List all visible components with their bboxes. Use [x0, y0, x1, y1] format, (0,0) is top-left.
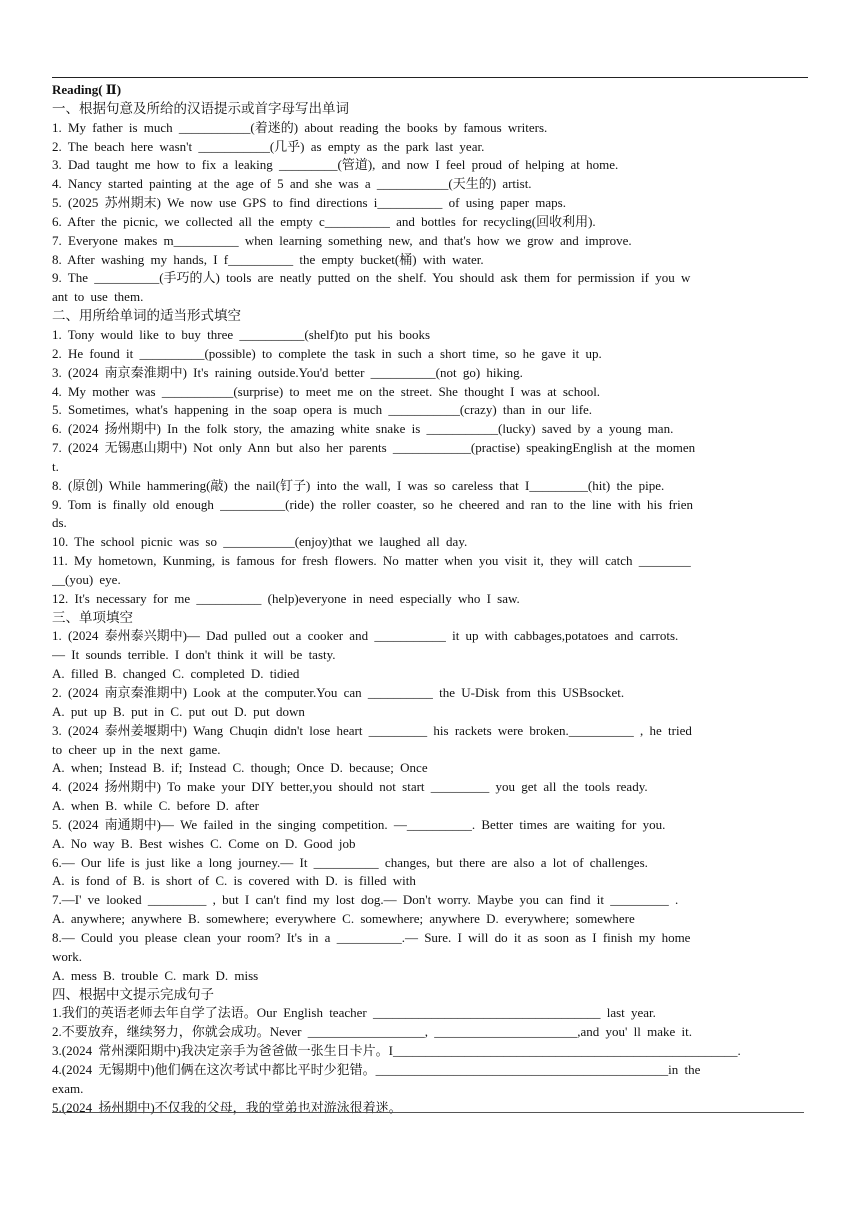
worksheet-body	[52, 81, 810, 1117]
text-line: ds.	[52, 515, 67, 531]
text-line: 10. The school picnic was so ___________(enjoy)that we laughed all day.	[52, 534, 468, 550]
text-line: 2. The beach here wasn't ___________(几乎) as empty as the park last year.	[52, 138, 485, 154]
text-line: 6. After the picnic, we collected all the empty c__________ and bottles for recycling(回收利用).	[52, 213, 596, 229]
section-heading: 三、单项填空	[52, 609, 133, 625]
text-line: — It sounds terrible. I don't think it will be tasty.	[52, 647, 336, 663]
text-line: A. when; Instead B. if; Instead C. though; Once D. because; Once	[52, 760, 428, 776]
section-heading: 一、根据句意及所给的汉语提示或首字母写出单词	[52, 100, 349, 116]
top-rule	[52, 77, 808, 78]
text-line: 11. My hometown, Kunming, is famous for fresh flowers. No matter when you visit it, they will catch ________	[52, 553, 691, 569]
text-line: 9. The __________(手巧的人) tools are neatly putted on the shelf. You should ask them for permission if you w	[52, 270, 691, 286]
text-line: 1.我们的英语老师去年自学了法语。Our English teacher ___________________________________ last year.	[52, 1005, 656, 1021]
text-line: 2.不要放弃，继续努力，你就会成功。Never __________________, ______________________,and you' ll make it.	[52, 1024, 692, 1040]
text-line: 2. He found it __________(possible) to complete the task in such a short time, so he gave it up.	[52, 345, 602, 361]
text-line: to cheer up in the next game.	[52, 741, 221, 757]
text-line: 8. After washing my hands, I f__________ the empty bucket(桶) with water.	[52, 251, 484, 267]
text-line: 7.—I' ve looked _________ , but I can't find my lost dog.— Don't worry. Maybe you can find it _________ .	[52, 892, 679, 908]
text-line: 5. (2024 南通期中)— We failed in the singing competition. —__________. Better times are waiting for you.	[52, 816, 666, 832]
text-line: 6. (2024 扬州期中) In the folk story, the amazing white snake is ___________(lucky) saved by a young man.	[52, 421, 674, 437]
text-line: 12. It's necessary for me __________ (help)everyone in need especially who I saw.	[52, 590, 520, 606]
text-line: 7. (2024 无锡惠山期中) Not only Ann but also her parents ____________(practise) speakingEnglish at the momen	[52, 440, 696, 456]
text-line: work.	[52, 948, 82, 964]
text-line: 4.(2024 无锡期中)他们俩在这次考试中都比平时少犯错。_____________________________________________in the	[52, 1061, 701, 1077]
text-line: A. mess B. trouble C. mark D. miss	[52, 967, 259, 983]
text-line: A. when B. while C. before D. after	[52, 798, 259, 814]
text-line: exam.	[52, 1080, 84, 1096]
text-line: 3. (2024 泰州姜堰期中) Wang Chuqin didn't lose heart _________ his rackets were broken.__________ , he tried	[52, 722, 692, 738]
text-line: A. is fond of B. is short of C. is covered with D. is filled with	[52, 873, 416, 889]
text-line: A. No way B. Best wishes C. Come on D. Good job	[52, 835, 356, 851]
text-line: A. filled B. changed C. completed D. tidied	[52, 666, 300, 682]
text-line: 8.— Could you please clean your room? It's in a __________.— Sure. I will do it as soon as I finish my home	[52, 929, 691, 945]
text-line: 1. Tony would like to buy three __________(shelf)to put his books	[52, 326, 431, 342]
text-line: 7. Everyone makes m__________ when learning something new, and that's how we grow and improve.	[52, 232, 632, 248]
text-line: 9. Tom is finally old enough __________(ride) the roller coaster, so he cheered and ran to the line with his frien	[52, 496, 694, 512]
text-line: __(you) eye.	[52, 571, 121, 587]
section-heading: 四、根据中文提示完成句子	[52, 986, 214, 1002]
text-line: 2. (2024 南京秦淮期中) Look at the computer.You can __________ the U-Disk from this USBsocket.	[52, 685, 625, 700]
text-line: 4. (2024 扬州期中) To make your DIY better,you should not start _________ you get all the tools ready.	[52, 779, 648, 795]
worksheet-title: Reading( Ⅱ)	[52, 82, 122, 97]
text-line: 5.(2024 扬州期中)不仅我的父母，我的堂弟也对游泳很着迷。	[52, 1099, 402, 1115]
text-line: 1. (2024 泰州泰兴期中)— Dad pulled out a cooker and ___________ it up with cabbages,potatoes and carrots.	[52, 628, 679, 644]
text-line: 3. (2024 南京秦淮期中) It's raining outside.You'd better __________(not go) hiking.	[52, 364, 523, 380]
text-line: 5. (2025 苏州期末) We now use GPS to find directions i__________ of using paper maps.	[52, 195, 566, 211]
text-line: 1. My father is much ___________(着迷的) about reading the books by famous writers.	[52, 119, 548, 135]
text-line: t.	[52, 458, 59, 474]
text-line: ant to use them.	[52, 289, 144, 305]
text-line: A. anywhere; anywhere B. somewhere; everywhere C. somewhere; anywhere D. everywhere; somewhere	[52, 911, 635, 927]
text-line: 3. Dad taught me how to fix a leaking _________(管道), and now I feel proud of helping at home.	[52, 157, 619, 173]
text-line: A. put up B. put in C. put out D. put down	[52, 703, 305, 719]
text-line: 4. Nancy started painting at the age of 5 and she was a ___________(天生的) artist.	[52, 176, 532, 192]
text-line: 3.(2024 常州溧阳期中)我决定亲手为爸爸做一张生日卡片。I_____________________________________________________.	[52, 1043, 741, 1059]
section-heading: 二、用所给单词的适当形式填空	[52, 308, 241, 324]
text-line: 6.— Our life is just like a long journey.— It __________ changes, but there are also a lot of challenges.	[52, 854, 648, 870]
bottom-rule	[52, 1112, 804, 1113]
text-line: 4. My mother was ___________(surprise) to meet me on the street. She thought I was at school.	[52, 383, 601, 399]
text-line: 8. (原创) While hammering(敲) the nail(钉子) into the wall, I was so careless that I_________(hit) the pipe.	[52, 477, 665, 493]
text-line: 5. Sometimes, what's happening in the soap opera is much ___________(crazy) than in our life.	[52, 402, 593, 418]
